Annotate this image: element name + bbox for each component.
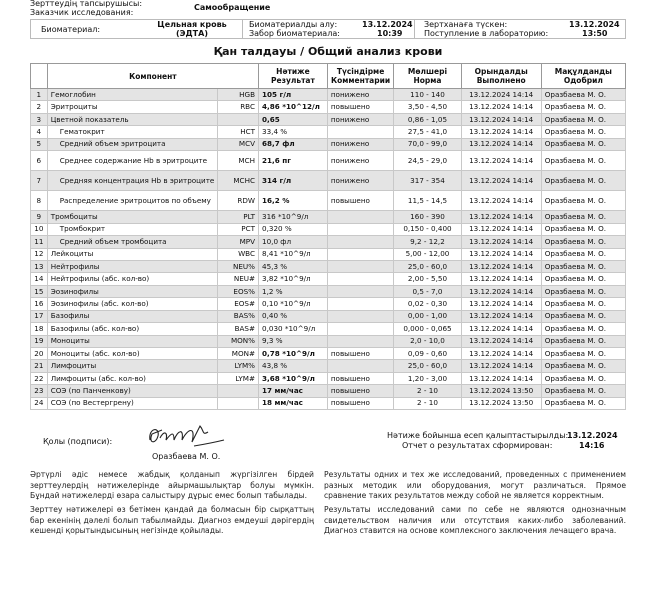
row-comment <box>327 335 393 347</box>
row-number: 11 <box>31 236 48 248</box>
row-component: Гематокрит <box>47 126 218 138</box>
row-code <box>218 113 259 125</box>
row-number: 15 <box>31 285 48 297</box>
row-norm: 2 - 10 <box>394 397 461 409</box>
row-done: 13.12.2024 13:50 <box>461 397 541 409</box>
row-norm: 70,0 - 99,0 <box>394 138 461 150</box>
note-ru-2: Результаты исследований сами по себе не являются однозначным свидетельством наличия или отсутствия каких-либо заболеваний. Диагноз ставится на основе комплексного заключения лечащего врача. <box>324 505 626 535</box>
row-norm: 160 - 390 <box>394 211 461 223</box>
row-component: Цветной показатель <box>47 113 218 125</box>
row-done: 13.12.2024 14:14 <box>461 236 541 248</box>
row-approved: Оразбаева М. О. <box>541 397 625 409</box>
row-approved: Оразбаева М. О. <box>541 211 625 223</box>
row-result: 8,41 *10^9/л <box>259 248 328 260</box>
biomaterial-value-2: (ЭДТА) <box>176 29 208 38</box>
row-comment: повышено <box>327 348 393 360</box>
row-result: 9,3 % <box>259 335 328 347</box>
row-norm: 24,5 - 29,0 <box>394 151 461 171</box>
row-component: Гемоглобин <box>47 89 218 101</box>
row-done: 13.12.2024 14:14 <box>461 101 541 113</box>
row-norm: 27,5 - 41,0 <box>394 126 461 138</box>
row-done: 13.12.2024 14:14 <box>461 335 541 347</box>
row-comment <box>327 360 393 372</box>
received-label-kz: Зертханаға түскен: <box>424 20 508 29</box>
row-result: 3,82 *10^9/л <box>259 273 328 285</box>
row-number: 17 <box>31 310 48 322</box>
row-code: EOS% <box>218 285 259 297</box>
note-kz-2: Зерттеу нәтижелері өз бетімен қандай да болмасын бір сырқаттың бар екенінің дәлелі болып табылмайды. Диагноз емдеуші дәрігердің кешенді қорытындысының негізінде қойылады. <box>30 505 314 535</box>
row-code: HGB <box>218 89 259 101</box>
table-row <box>31 260 626 272</box>
row-done: 13.12.2024 14:14 <box>461 151 541 171</box>
row-component: СОЭ (по Панченкову) <box>47 385 218 397</box>
row-comment: повышено <box>327 101 393 113</box>
row-number: 16 <box>31 298 48 310</box>
collect-date: 13.12.2024 <box>362 20 413 29</box>
row-comment <box>327 285 393 297</box>
row-component: Эозинофилы <box>47 285 218 297</box>
row-norm: 110 - 140 <box>394 89 461 101</box>
row-code: HCT <box>218 126 259 138</box>
row-number: 6 <box>31 151 48 171</box>
row-code: EOS# <box>218 298 259 310</box>
row-done: 13.12.2024 14:14 <box>461 113 541 125</box>
row-code: MPV <box>218 236 259 248</box>
row-norm: 317 - 354 <box>394 171 461 191</box>
row-code: MCV <box>218 138 259 150</box>
row-result: 0,78 *10^9/л <box>259 348 328 360</box>
row-number: 21 <box>31 360 48 372</box>
row-approved: Оразбаева М. О. <box>541 310 625 322</box>
row-comment <box>327 223 393 235</box>
row-number: 12 <box>31 248 48 260</box>
row-done: 13.12.2024 14:14 <box>461 273 541 285</box>
row-comment <box>327 310 393 322</box>
row-norm: 2,00 - 5,50 <box>394 273 461 285</box>
row-result: 10,0 фл <box>259 236 328 248</box>
row-code: MON% <box>218 335 259 347</box>
row-approved: Оразбаева М. О. <box>541 89 625 101</box>
row-result: 0,40 % <box>259 310 328 322</box>
row-approved: Оразбаева М. О. <box>541 138 625 150</box>
note-ru-1: Результаты одних и тех же исследований, проведенных с применением разных методик или оборудования, могут различаться. Прямое сравнение таких результатов между собой не является корректным. <box>324 470 626 500</box>
row-number: 19 <box>31 335 48 347</box>
table-row <box>31 372 626 384</box>
received-date: 13.12.2024 <box>569 20 620 29</box>
table-row <box>31 89 626 101</box>
row-approved: Оразбаева М. О. <box>541 171 625 191</box>
table-row <box>31 335 626 347</box>
row-result: 21,6 пг <box>259 151 328 171</box>
row-comment <box>327 323 393 335</box>
row-approved: Оразбаева М. О. <box>541 113 625 125</box>
results-table <box>30 63 626 410</box>
row-done: 13.12.2024 14:14 <box>461 285 541 297</box>
table-row <box>31 298 626 310</box>
row-comment: повышено <box>327 397 393 409</box>
row-norm: 1,20 - 3,00 <box>394 372 461 384</box>
row-component: Лейкоциты <box>47 248 218 260</box>
row-comment <box>327 126 393 138</box>
row-norm: 0,5 - 7,0 <box>394 285 461 297</box>
row-comment <box>327 236 393 248</box>
row-code: LYM# <box>218 372 259 384</box>
row-norm: 3,50 - 4,50 <box>394 101 461 113</box>
row-component: Моноциты <box>47 335 218 347</box>
table-row <box>31 323 626 335</box>
row-approved: Оразбаева М. О. <box>541 385 625 397</box>
header-comment: Түсіндірме Комментарии <box>327 64 393 89</box>
row-done: 13.12.2024 14:14 <box>461 171 541 191</box>
row-approved: Оразбаева М. О. <box>541 360 625 372</box>
table-row <box>31 113 626 125</box>
row-result: 17 мм/час <box>259 385 328 397</box>
report-label-kz: Нәтиже бойынша есеп қалыптастырылды: <box>387 431 569 440</box>
row-approved: Оразбаева М. О. <box>541 323 625 335</box>
row-code: PLT <box>218 211 259 223</box>
row-number: 7 <box>31 171 48 191</box>
row-number: 22 <box>31 372 48 384</box>
row-component: Эритроциты <box>47 101 218 113</box>
row-norm: 0,02 - 0,30 <box>394 298 461 310</box>
row-component: Средний объем эритроцита <box>47 138 218 150</box>
row-result: 18 мм/час <box>259 397 328 409</box>
row-norm: 0,86 - 1,05 <box>394 113 461 125</box>
table-row <box>31 285 626 297</box>
row-done: 13.12.2024 14:14 <box>461 248 541 260</box>
row-code: NEU# <box>218 273 259 285</box>
row-number: 3 <box>31 113 48 125</box>
row-done: 13.12.2024 14:14 <box>461 360 541 372</box>
row-comment: понижено <box>327 89 393 101</box>
table-row <box>31 236 626 248</box>
row-component: Базофилы (абс. кол-во) <box>47 323 218 335</box>
row-done: 13.12.2024 14:14 <box>461 191 541 211</box>
row-norm: 25,0 - 60,0 <box>394 260 461 272</box>
table-row <box>31 191 626 211</box>
row-code: NEU% <box>218 260 259 272</box>
row-approved: Оразбаева М. О. <box>541 372 625 384</box>
row-component: Распределение эритроцитов по объему <box>47 191 218 211</box>
row-result: 43,8 % <box>259 360 328 372</box>
row-result: 45,3 % <box>259 260 328 272</box>
referrer-label-kz: Зерттеудің тапсырушысы: <box>30 0 143 8</box>
row-done: 13.12.2024 14:14 <box>461 323 541 335</box>
row-norm: 2 - 10 <box>394 385 461 397</box>
row-number: 24 <box>31 397 48 409</box>
row-code: LYM% <box>218 360 259 372</box>
row-code: MON# <box>218 348 259 360</box>
row-number: 1 <box>31 89 48 101</box>
row-approved: Оразбаева М. О. <box>541 298 625 310</box>
row-approved: Оразбаева М. О. <box>541 273 625 285</box>
biomaterial-value-1: Цельная кровь <box>157 20 227 29</box>
signature-label: Қолы (подписи): <box>43 437 113 446</box>
report-date: 13.12.2024 <box>567 431 618 440</box>
table-row <box>31 101 626 113</box>
row-component: Средний объем тромбоцита <box>47 236 218 248</box>
row-comment: понижено <box>327 138 393 150</box>
row-comment <box>327 248 393 260</box>
row-approved: Оразбаева М. О. <box>541 223 625 235</box>
table-row <box>31 211 626 223</box>
header-num <box>31 64 48 89</box>
row-comment: понижено <box>327 151 393 171</box>
row-done: 13.12.2024 13:50 <box>461 385 541 397</box>
row-component: Средняя концентрация Hb в эритроците <box>47 171 218 191</box>
biomaterial-box <box>30 19 626 39</box>
row-norm: 5,00 - 12,00 <box>394 248 461 260</box>
collect-time: 10:39 <box>377 29 403 38</box>
row-number: 2 <box>31 101 48 113</box>
row-norm: 0,09 - 0,60 <box>394 348 461 360</box>
row-approved: Оразбаева М. О. <box>541 101 625 113</box>
row-component: Лимфоциты <box>47 360 218 372</box>
row-component: Нейтрофилы (абс. кол-во) <box>47 273 218 285</box>
row-approved: Оразбаева М. О. <box>541 248 625 260</box>
table-row <box>31 360 626 372</box>
referrer-label-ru: Заказчик исследования: <box>30 8 134 17</box>
row-result: 3,68 *10^9/л <box>259 372 328 384</box>
report-time: 14:16 <box>579 441 605 450</box>
header-approved: Мақұлданды Одобрил <box>541 64 625 89</box>
row-comment <box>327 298 393 310</box>
row-number: 9 <box>31 211 48 223</box>
header-component: Компонент <box>47 64 258 89</box>
row-number: 13 <box>31 260 48 272</box>
row-result: 105 г/л <box>259 89 328 101</box>
row-component: Эозинофилы (абс. кол-во) <box>47 298 218 310</box>
row-component: Моноциты (абс. кол-во) <box>47 348 218 360</box>
row-approved: Оразбаева М. О. <box>541 126 625 138</box>
row-comment: повышено <box>327 385 393 397</box>
row-component: Тромбокрит <box>47 223 218 235</box>
collect-label-ru: Забор биоматериала: <box>249 29 340 38</box>
note-kz-1: Әртүрлі әдіс немесе жабдық қолданып жүргізілген бірдей зерттеулердің нәтижелерінде айырмашылықтар болуы мүмкін. Бұндай нәтижелерді өзара салыстыру дұрыс емес болып табылады. <box>30 470 314 500</box>
row-comment: повышено <box>327 372 393 384</box>
row-component: Базофилы <box>47 310 218 322</box>
row-number: 4 <box>31 126 48 138</box>
row-comment <box>327 211 393 223</box>
referrer-value: Самообращение <box>194 3 271 12</box>
row-result: 33,4 % <box>259 126 328 138</box>
table-row <box>31 223 626 235</box>
row-code: MCH <box>218 151 259 171</box>
row-component: Лимфоциты (абс. кол-во) <box>47 372 218 384</box>
signature-name: Оразбаева М. О. <box>152 452 221 461</box>
row-done: 13.12.2024 14:14 <box>461 223 541 235</box>
row-code: WBC <box>218 248 259 260</box>
row-comment <box>327 273 393 285</box>
row-comment <box>327 260 393 272</box>
row-norm: 9,2 - 12,2 <box>394 236 461 248</box>
row-done: 13.12.2024 14:14 <box>461 89 541 101</box>
table-row <box>31 151 626 171</box>
row-done: 13.12.2024 14:14 <box>461 126 541 138</box>
received-time: 13:50 <box>582 29 608 38</box>
row-norm: 11,5 - 14,5 <box>394 191 461 211</box>
row-number: 10 <box>31 223 48 235</box>
row-norm: 25,0 - 60,0 <box>394 360 461 372</box>
row-done: 13.12.2024 14:14 <box>461 211 541 223</box>
table-row <box>31 385 626 397</box>
row-result: 0,030 *10^9/л <box>259 323 328 335</box>
table-row <box>31 126 626 138</box>
row-comment: повышено <box>327 191 393 211</box>
row-number: 5 <box>31 138 48 150</box>
row-component: СОЭ (по Вестергрену) <box>47 397 218 409</box>
row-number: 23 <box>31 385 48 397</box>
row-result: 0,65 <box>259 113 328 125</box>
row-result: 0,320 % <box>259 223 328 235</box>
table-row <box>31 310 626 322</box>
row-number: 18 <box>31 323 48 335</box>
row-code: PCT <box>218 223 259 235</box>
row-number: 8 <box>31 191 48 211</box>
row-number: 20 <box>31 348 48 360</box>
row-norm: 2,0 - 10,0 <box>394 335 461 347</box>
row-done: 13.12.2024 14:14 <box>461 310 541 322</box>
row-approved: Оразбаева М. О. <box>541 191 625 211</box>
row-code <box>218 397 259 409</box>
table-row <box>31 248 626 260</box>
row-done: 13.12.2024 14:14 <box>461 372 541 384</box>
row-comment: понижено <box>327 171 393 191</box>
row-number: 14 <box>31 273 48 285</box>
header-done: Орындалды Выполнено <box>461 64 541 89</box>
row-component: Нейтрофилы <box>47 260 218 272</box>
table-row <box>31 348 626 360</box>
table-row <box>31 397 626 409</box>
row-code: MCHC <box>218 171 259 191</box>
row-done: 13.12.2024 14:14 <box>461 348 541 360</box>
table-row <box>31 138 626 150</box>
row-code <box>218 385 259 397</box>
row-done: 13.12.2024 14:14 <box>461 298 541 310</box>
row-approved: Оразбаева М. О. <box>541 335 625 347</box>
row-component: Тромбоциты <box>47 211 218 223</box>
received-label-ru: Поступление в лабораторию: <box>424 29 549 38</box>
header-result: Нәтиже Результат <box>259 64 328 89</box>
header-norm: Мөлшері Норма <box>394 64 461 89</box>
row-approved: Оразбаева М. О. <box>541 236 625 248</box>
row-result: 314 г/л <box>259 171 328 191</box>
signature-image <box>144 422 234 452</box>
table-header-row <box>31 64 626 89</box>
row-comment: понижено <box>327 113 393 125</box>
row-code: BAS# <box>218 323 259 335</box>
table-row <box>31 171 626 191</box>
row-approved: Оразбаева М. О. <box>541 285 625 297</box>
row-code: RDW <box>218 191 259 211</box>
row-done: 13.12.2024 14:14 <box>461 138 541 150</box>
row-approved: Оразбаева М. О. <box>541 151 625 171</box>
row-norm: 0,00 - 1,00 <box>394 310 461 322</box>
row-norm: 0,150 - 0,400 <box>394 223 461 235</box>
row-result: 1,2 % <box>259 285 328 297</box>
row-approved: Оразбаева М. О. <box>541 260 625 272</box>
table-row <box>31 273 626 285</box>
collect-label-kz: Биоматериалды алу: <box>249 20 338 29</box>
row-approved: Оразбаева М. О. <box>541 348 625 360</box>
row-result: 316 *10^9/л <box>259 211 328 223</box>
row-result: 4,86 *10^12/л <box>259 101 328 113</box>
biomaterial-label: Биоматериал: <box>41 25 101 34</box>
row-result: 68,7 фл <box>259 138 328 150</box>
row-code: BAS% <box>218 310 259 322</box>
row-result: 16,2 % <box>259 191 328 211</box>
row-result: 0,10 *10^9/л <box>259 298 328 310</box>
row-component: Среднее содержание Hb в эритроците <box>47 151 218 171</box>
row-code: RBC <box>218 101 259 113</box>
row-norm: 0,000 - 0,065 <box>394 323 461 335</box>
row-done: 13.12.2024 14:14 <box>461 260 541 272</box>
report-label-ru: Отчет о результатах сформирован: <box>402 441 553 450</box>
page-title: Қан талдауы / Общий анализ крови <box>213 45 443 58</box>
